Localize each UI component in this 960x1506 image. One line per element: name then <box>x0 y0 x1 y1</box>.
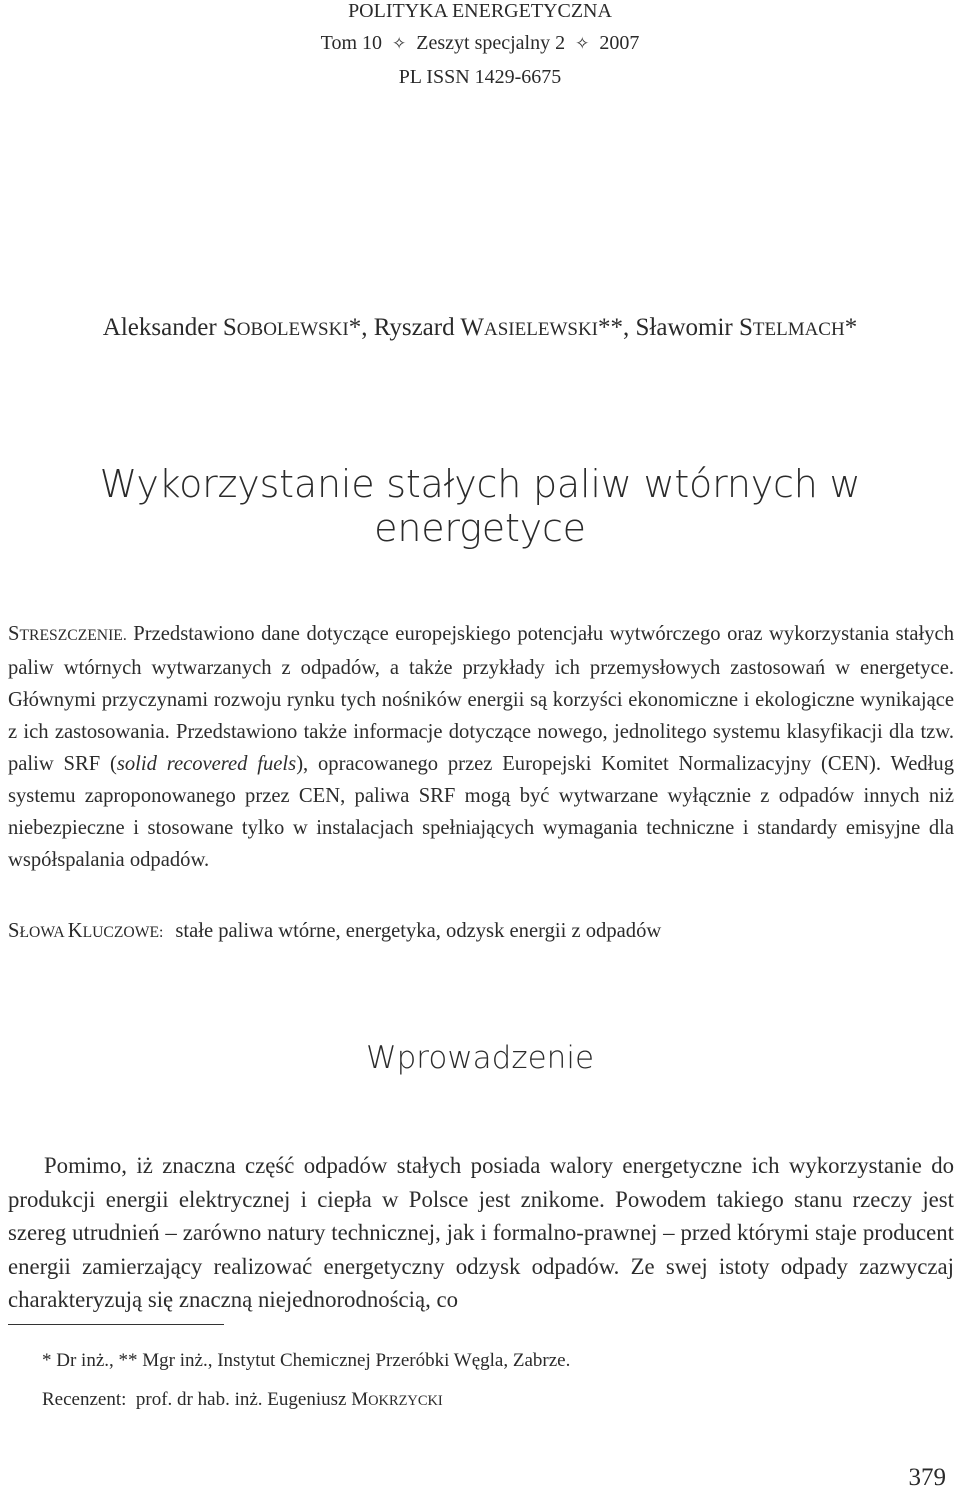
abstract <box>8 618 954 876</box>
reviewer-label: Recenzent: <box>42 1389 127 1410</box>
footnote-affiliation: * Dr inż., ** Mgr inż., Instytut Chemicznej Przeróbki Węgla, Zabrze. <box>42 1350 571 1371</box>
footnote-reviewer <box>42 1389 443 1411</box>
author-1: Aleksander SOBOLEWSKI* <box>102 314 362 341</box>
intro-paragraph: Pomimo, iż znaczna część odpadów stałych posiada walory energetyczne ich wykorzystanie do produkcji energii elektrycznej i ciepła w Polsce jest znikome. Powodem takiego stanu rzeczy jest szereg utrudnień – zarówno natury technicznej, jak i formalno-prawnej – przed którymi staje producent energii zamierzający realizować energetyczny odzysk odpadów. Ze swej istoty odpady zazwyczaj charakteryzują się znaczną niejednorodnością, co <box>8 1153 954 1312</box>
reviewer-name: prof. dr hab. inż. Eugeniusz MOKRZYCKI <box>135 1389 443 1410</box>
footnote-divider <box>8 1324 224 1325</box>
authors-line: Aleksander SOBOLEWSKI*, Ryszard WASIELEWSKI**, Sławomir STELMACH* <box>102 314 858 341</box>
section-heading: Wprowadzenie <box>365 1040 595 1076</box>
paper-title: Wykorzystanie stałych paliw wtórnych w energetyce <box>99 462 861 550</box>
journal-volume: Tom 10 <box>320 32 383 54</box>
journal-year: 2007 <box>599 32 640 54</box>
page-number: 379 <box>908 1464 946 1491</box>
star-separator-icon: ✧ <box>575 34 590 54</box>
abstract-text-1: Przedstawiono dane dotyczące europejskiego potencjału wytwórczego oraz wykorzystania stałych paliw wtórnych wytwarzanych z odpadów, a także przykłady ich przemysłowych zastosowań w energetyce. Głównymi przyczynami rozwoju rynku tych nośników energii są korzyści ekonomiczne i ekologiczne wynikające z ich zastosowania. Przedstawiono także informacje dotyczące nowego, jednolitego systemu klasyfikacji dla tzw. paliw SRF ( <box>8 623 954 775</box>
author-2: Ryszard WASIELEWSKI** <box>373 314 623 341</box>
journal-volume-line <box>0 32 960 55</box>
keywords-text: stałe paliwa wtórne, energetyka, odzysk energii z odpadów <box>175 920 662 942</box>
journal-issn: PL ISSN 1429-6675 <box>398 66 562 88</box>
abstract-italic-term: solid recovered fuels <box>116 753 297 775</box>
abstract-text-2: ), opracowanego przez Europejski Komitet Normalizacyjny (CEN). Według systemu zaproponowanego przez CEN, paliwa SRF mogą być wytwarzane wyłącznie z odpadów innych niż niebezpieczne i stosowane tylko w instalacjach spełniających wymagania techniczne i standardy emisyjne dla współspalania odpadów. <box>8 753 954 871</box>
abstract-label: STRESZCZENIE. <box>8 623 127 645</box>
keywords <box>8 920 661 943</box>
journal-name: POLITYKA ENERGETYCZNA <box>348 0 612 22</box>
keywords-label: SŁOWA KLUCZOWE: <box>8 920 164 942</box>
journal-issue: Zeszyt specjalny 2 <box>416 32 566 54</box>
author-3: Sławomir STELMACH* <box>635 314 858 341</box>
star-separator-icon: ✧ <box>392 34 407 54</box>
